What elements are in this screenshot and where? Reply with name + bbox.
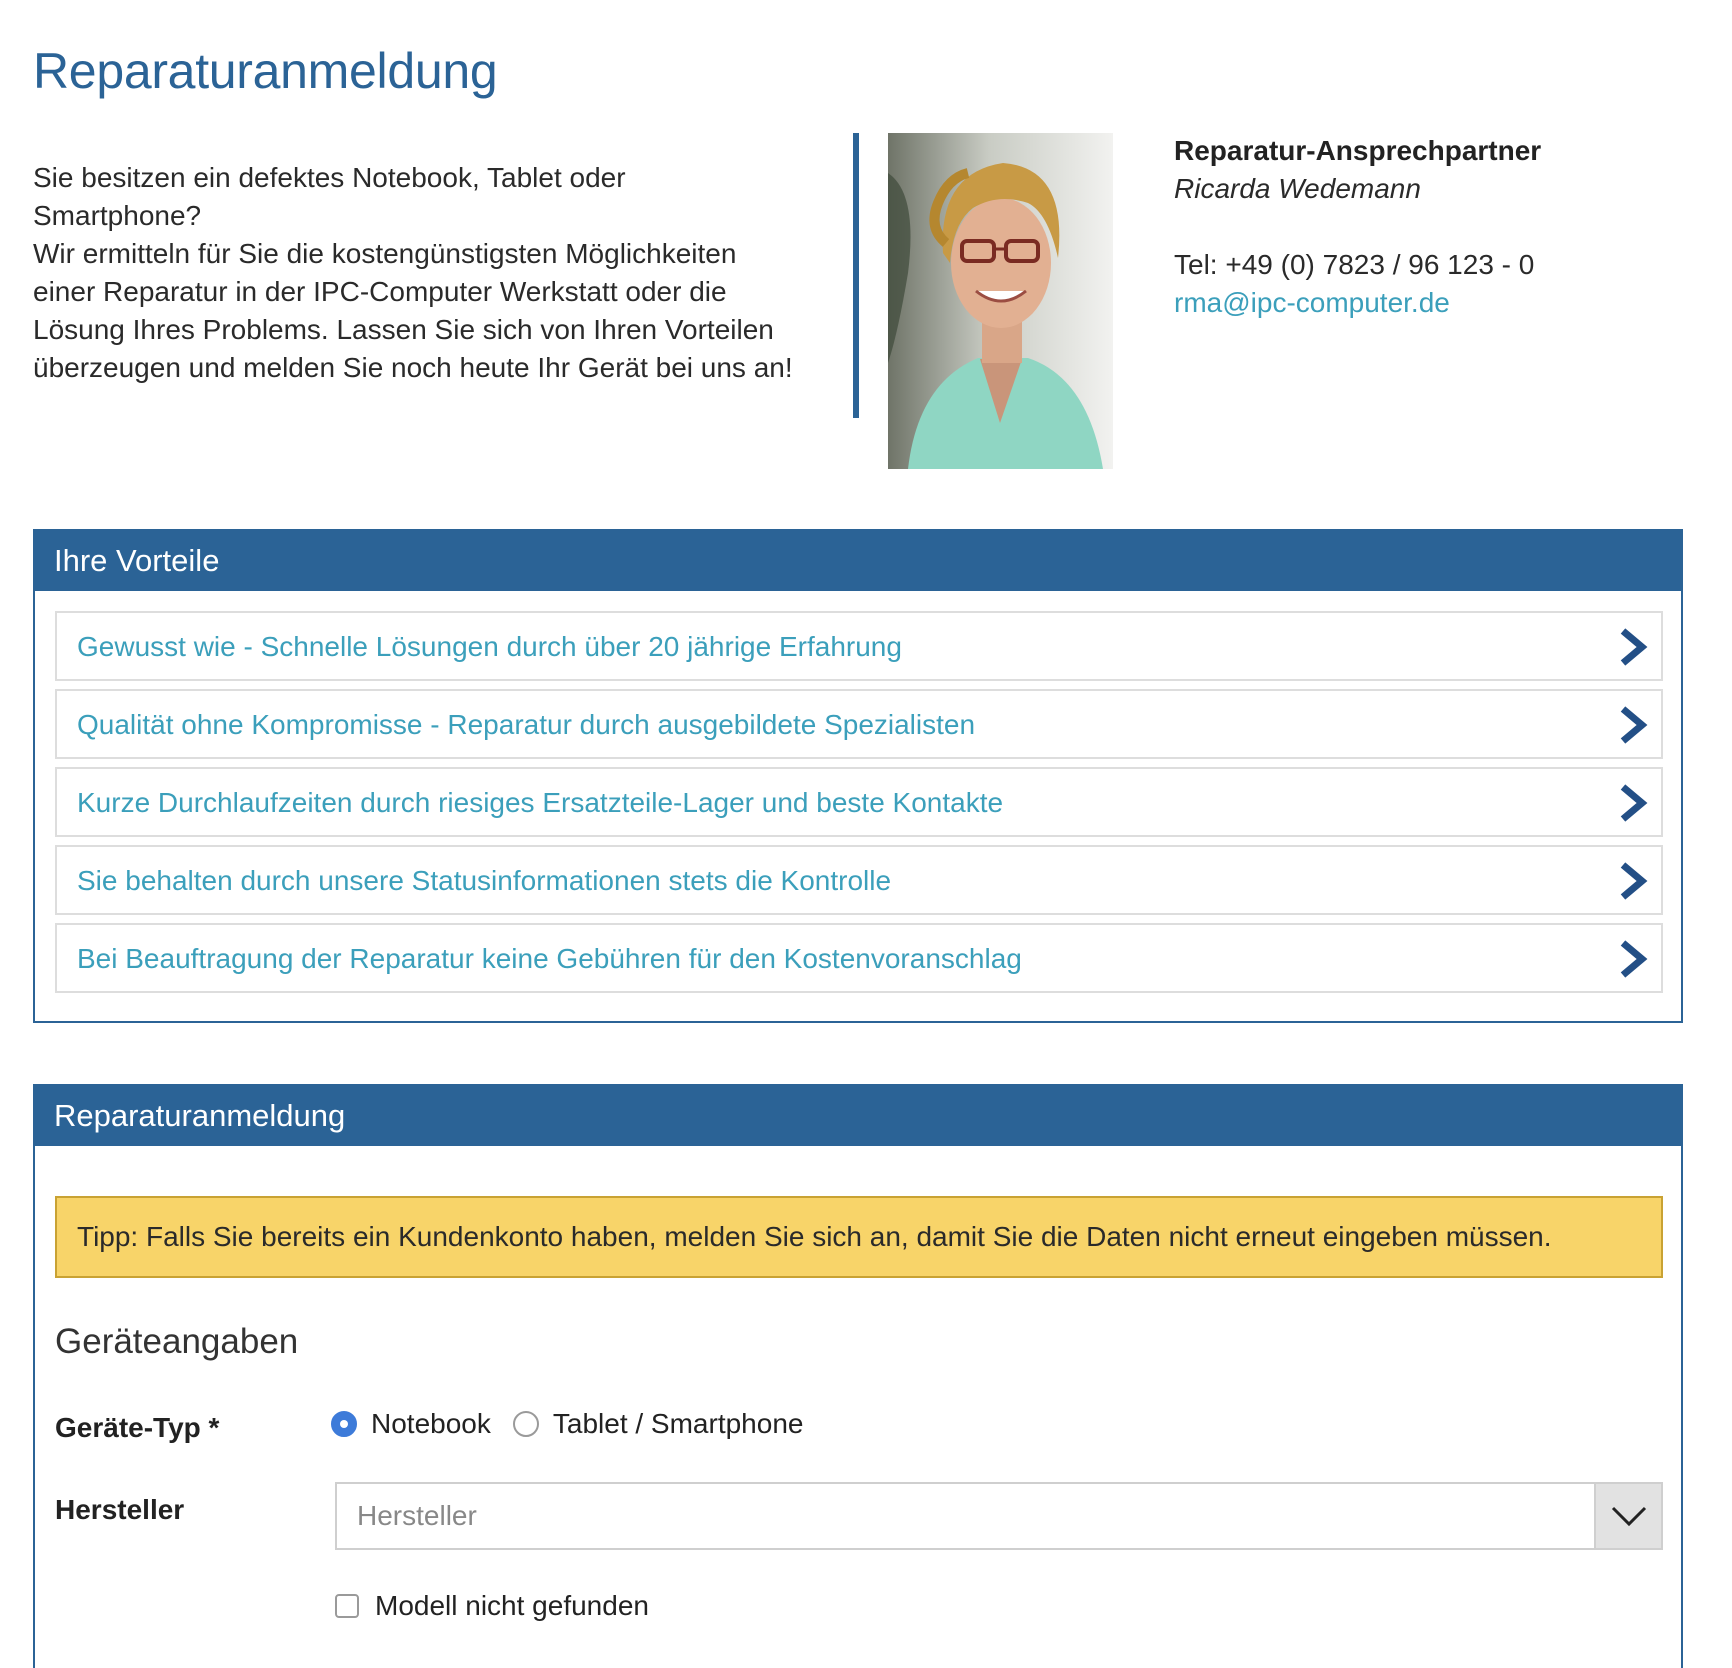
manufacturer-label: Hersteller (55, 1494, 185, 1525)
contact-portrait-photo (888, 133, 1113, 469)
intro-text (33, 159, 813, 387)
radio-label: Notebook (371, 1408, 491, 1439)
manufacturer-select-placeholder: Hersteller (357, 1500, 477, 1531)
vorteil-item[interactable] (55, 611, 1663, 681)
vorteil-label: Qualität ohne Kompromisse - Reparatur durch ausgebildete Spezialisten (77, 709, 976, 740)
chevron-right-icon (1615, 862, 1651, 900)
device-section-title: Geräteangaben (55, 1322, 299, 1361)
radio-unchecked-icon[interactable] (513, 1411, 539, 1437)
intro-line: einer Reparatur in der IPC-Computer Werkstatt oder die (33, 276, 727, 307)
intro-line: Smartphone? (33, 200, 202, 231)
repair-form-panel (33, 1084, 1683, 1668)
contact-card (1174, 132, 1541, 322)
model-not-found-checkbox[interactable] (335, 1594, 359, 1618)
model-not-found-label: Modell nicht gefunden (375, 1590, 649, 1621)
intro-line: Lösung Ihres Problems. Lassen Sie sich von Ihren Vorteilen (33, 314, 774, 345)
model-not-found-checkbox-row[interactable] (335, 1586, 649, 1626)
chevron-right-icon (1615, 784, 1651, 822)
chevron-right-icon (1615, 628, 1651, 666)
vorteil-item[interactable] (55, 689, 1663, 759)
contact-name: Ricarda Wedemann (1174, 173, 1421, 204)
vorteile-list (55, 611, 1663, 1001)
device-type-option-tablet[interactable] (513, 1408, 804, 1440)
repair-form-panel-header: Reparaturanmeldung (35, 1086, 1681, 1146)
vorteil-item[interactable] (55, 767, 1663, 837)
login-tip-banner: Tipp: Falls Sie bereits ein Kundenkonto haben, melden Sie sich an, damit Sie die Daten nicht erneut eingeben müssen. (55, 1196, 1663, 1278)
contact-title: Reparatur-Ansprechpartner (1174, 135, 1542, 166)
intro-line: überzeugen und melden Sie noch heute Ihr Gerät bei uns an! (33, 352, 793, 383)
vorteil-label: Sie behalten durch unsere Statusinformationen stets die Kontrolle (77, 865, 892, 896)
page-title: Reparaturanmeldung (33, 43, 498, 99)
chevron-right-icon (1615, 706, 1651, 744)
intro-line: Sie besitzen ein defektes Notebook, Tablet oder (33, 162, 626, 193)
vertical-divider (853, 133, 859, 418)
chevron-down-icon (1610, 1504, 1648, 1528)
radio-label: Tablet / Smartphone (552, 1408, 804, 1439)
device-type-label: Geräte-Typ * (55, 1412, 220, 1443)
vorteil-label: Bei Beauftragung der Reparatur keine Gebühren für den Kostenvoranschlag (77, 943, 1022, 974)
manufacturer-select[interactable] (335, 1482, 1663, 1550)
contact-phone: Tel: +49 (0) 7823 / 96 123 - 0 (1174, 249, 1535, 280)
chevron-right-icon (1615, 940, 1651, 978)
device-type-option-notebook[interactable] (331, 1408, 491, 1440)
vorteile-panel-header: Ihre Vorteile (35, 531, 1681, 591)
contact-email-link[interactable]: rma@ipc-computer.de (1174, 287, 1450, 318)
radio-checked-icon[interactable] (331, 1411, 357, 1437)
vorteil-label: Gewusst wie - Schnelle Lösungen durch über 20 jährige Erfahrung (77, 631, 902, 662)
device-type-radio-group (331, 1404, 825, 1444)
vorteile-panel (33, 529, 1683, 1023)
vorteil-item[interactable] (55, 923, 1663, 993)
dropdown-toggle-button[interactable] (1594, 1484, 1661, 1548)
vorteil-label: Kurze Durchlaufzeiten durch riesiges Ersatzteile-Lager und beste Kontakte (77, 787, 1004, 818)
vorteil-item[interactable] (55, 845, 1663, 915)
intro-line: Wir ermitteln für Sie die kostengünstigsten Möglichkeiten (33, 238, 737, 269)
